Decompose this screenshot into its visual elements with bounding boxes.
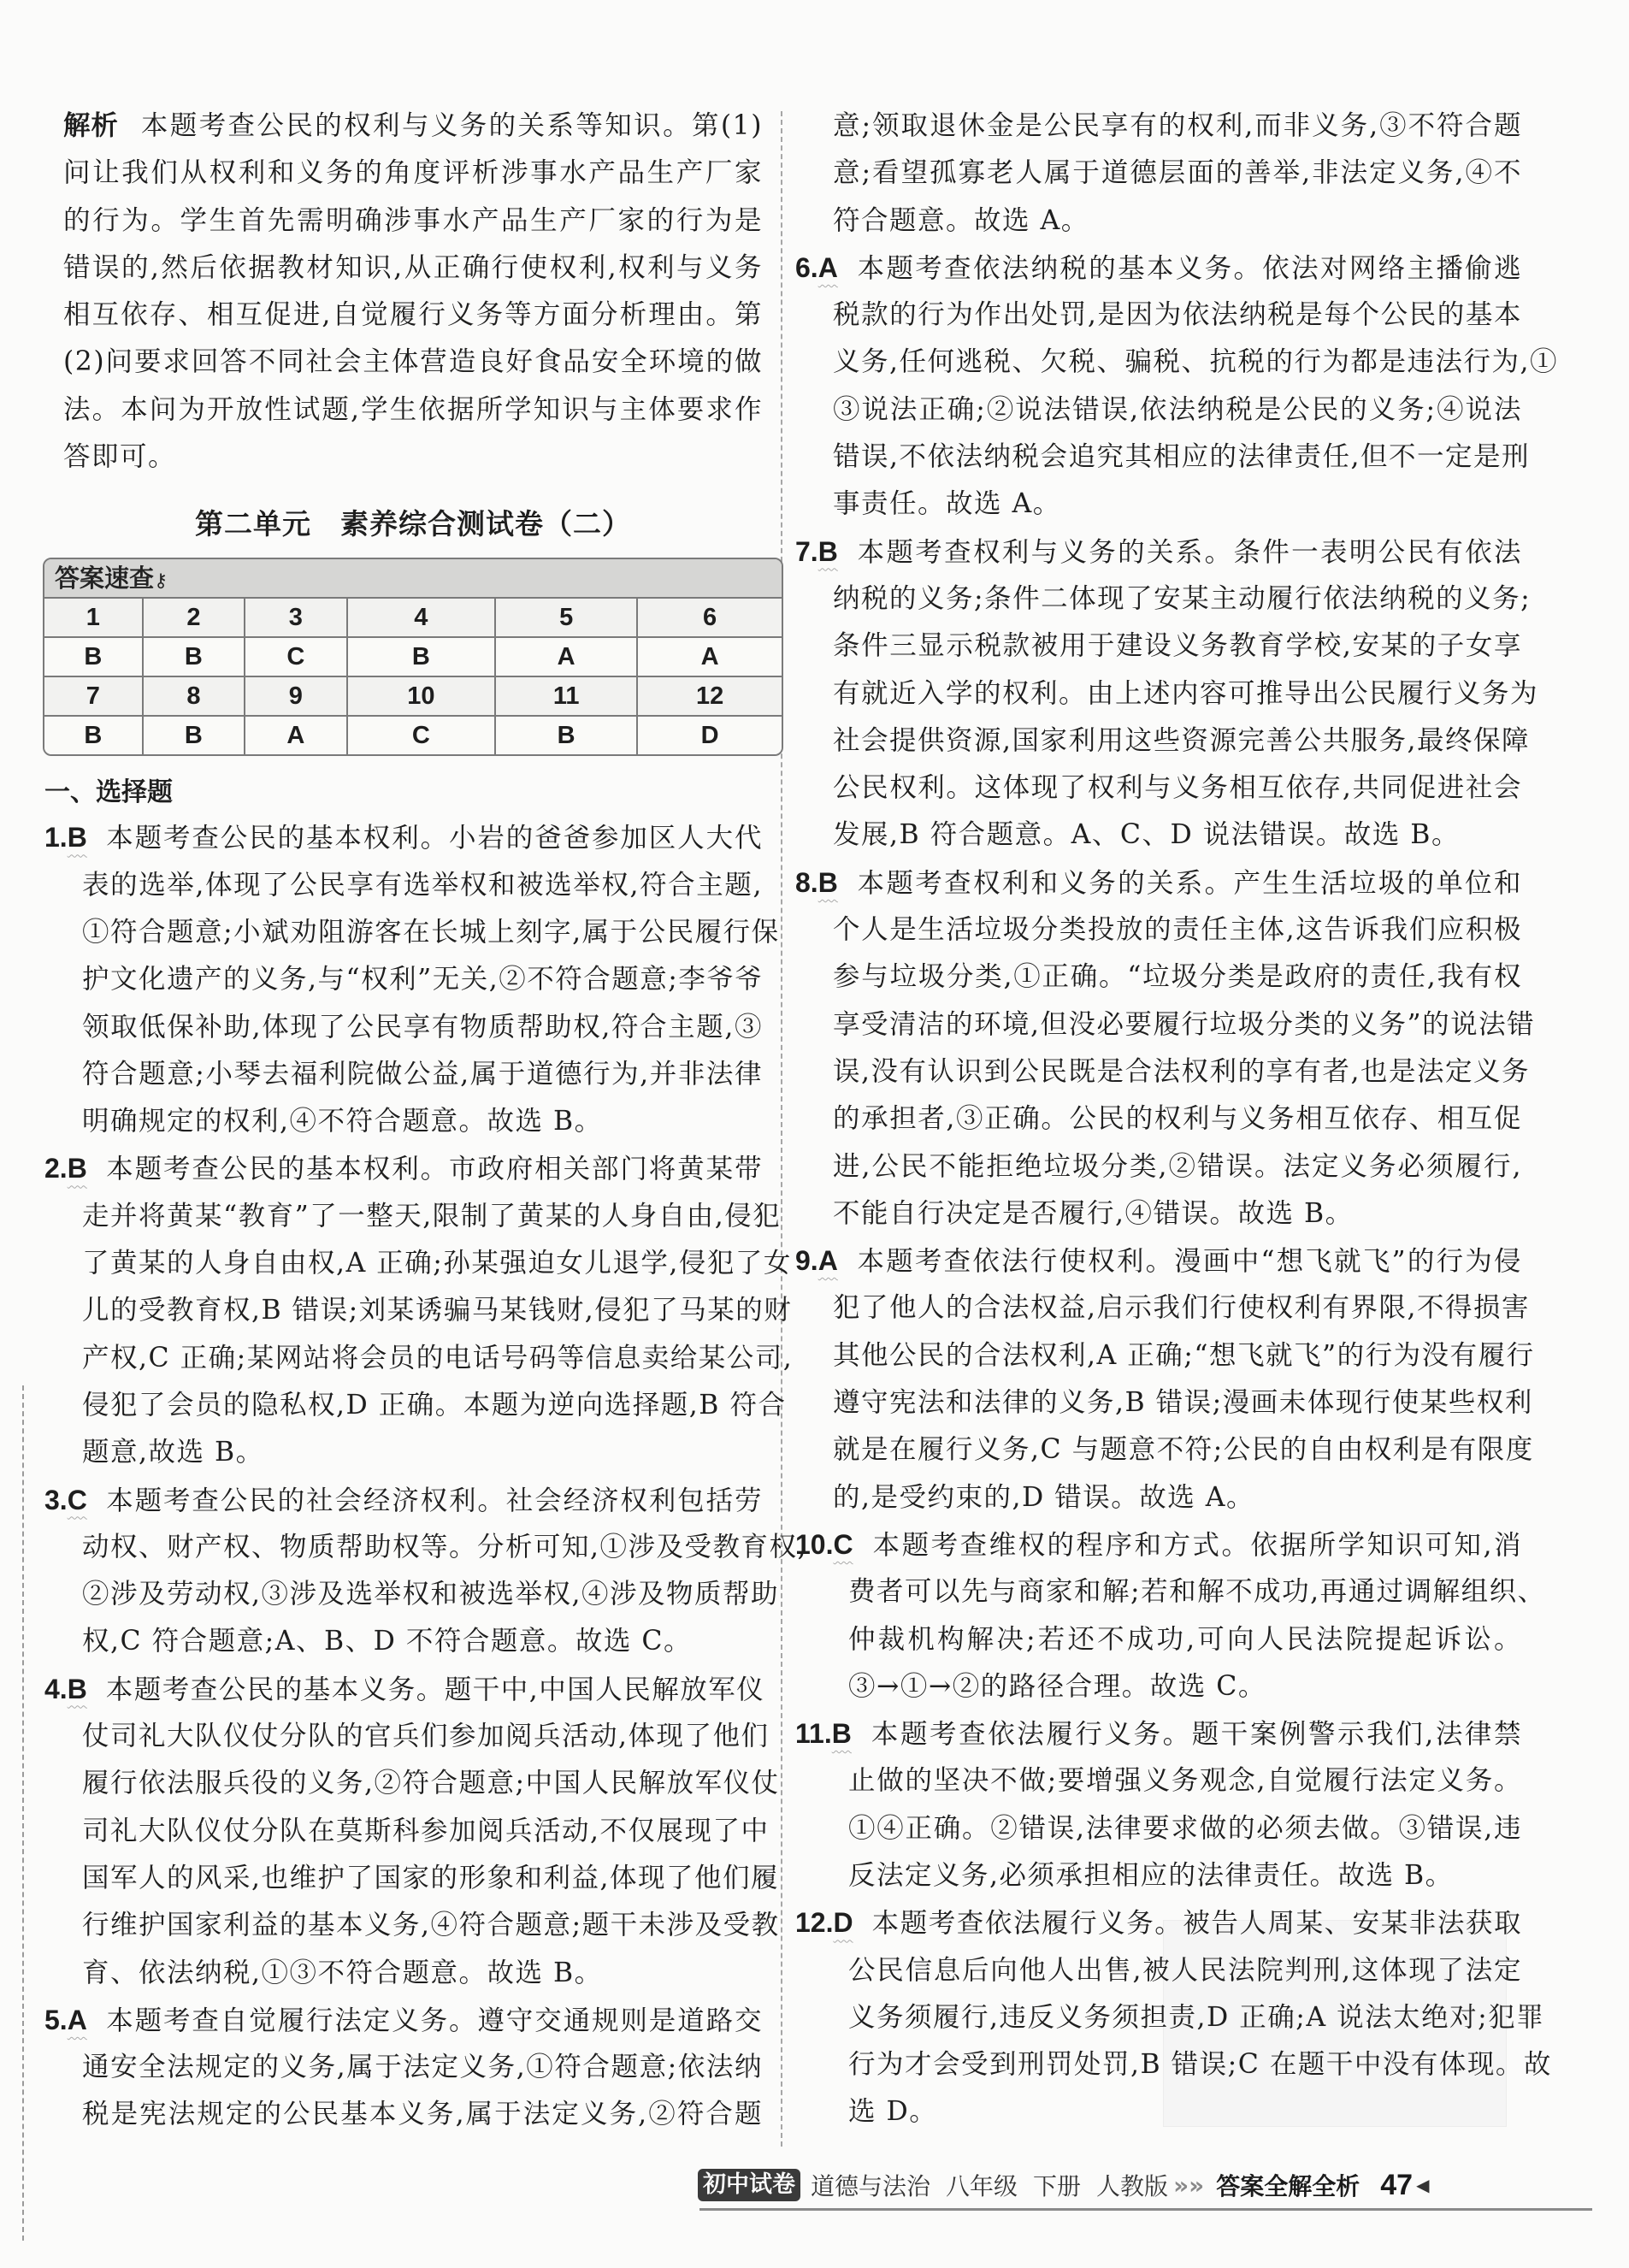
footer-volume: 下册 [1033, 2172, 1082, 2200]
intro-analysis: 解析 本题考查公民的权利与义务的关系等知识。第(1) 问让我们从权利和义务的角度评析涉事水产品生产厂家 的行为。学生首先需明确涉事水产品生产厂家的行为是 错误的,然后依据教材知识,从正确行使权利,权利与义务 相互依存、相互促进,自觉履行义务等方面分析理由。第 (2)问要求回答不同社会主体营造良好食品安全环境的做 法。本问为开放性试题,学生依据所学知识与主体要求作 答即可。 [63, 110, 763, 473]
question-12-explanation: 12.D 本题考查依法履行义务。被告人周某、安某非法获取 公民信息后向他人出售,被人民法院判刑,这体现了法定 义务须履行,违反义务须担责,D 正确;A 说法太绝对;犯罪 行为才会受到刑罚处罚,B 错误;C 在题干中没有体现。故 选 D。 [795, 1907, 1552, 2128]
question-9-explanation: 9.A 本题考查依法行使权利。漫画中“想飞就飞”的行为侵 犯了他人的合法权益,启示我们行使权利有界限,不得损害 其他公民的合法权利,A 正确;“想飞就飞”的行为没有履行 遵守宪法和法律的义务,B 错误;漫画未体现行使某些权利 就是在履行义务,C 与题意不符;公民的自由权利是有限度 的,是受约束的,D 错误。故选 A。 [795, 1245, 1535, 1513]
question-8-explanation: 8.B 本题考查权利和义务的关系。产生生活垃圾的单位和 个人是生活垃圾分类投放的责任主体,这告诉我们应积极 参与垃圾分类,①正确。“垃圾分类是政府的责任,我有权 享受清洁的环境,但没必要履行垃圾分类的义务”的说法错 误,没有认识到公民既是合法权利的享有者,也是法定义务 的承担者,③正确。公民的权利与义务相互依存、相互促 进,公民不能拒绝垃圾分类,②错误。法定义务必须履行, 不能自行决定是否履行,④错误。故选 B。 [795, 866, 1536, 1229]
subhead-multiple-choice: 一、选择题 [44, 777, 173, 808]
question-number: 6.A [795, 251, 838, 283]
footer-rule [699, 2208, 1592, 2211]
page-footer [698, 2166, 1429, 2204]
table-row: B B A C B D [44, 716, 782, 754]
series-badge: 初中试卷 [698, 2169, 800, 2201]
key-icon: ⚷ [154, 570, 168, 593]
triangle-left-icon: ◀ [1416, 2175, 1430, 2195]
table-row: B B C B A A [44, 637, 782, 676]
question-number: 11.B [795, 1718, 852, 1750]
footer-title: 答案全解全析 [1216, 2172, 1360, 2200]
table-row: 1 2 3 4 5 6 [44, 599, 782, 637]
question-3-explanation: 3.C 本题考查公民的社会经济权利。社会经济权利包括劳 动权、财产权、物质帮助权等。分析可知,①涉及受教育权, ②涉及劳动权,③涉及选举权和被选举权,④涉及物质帮助 权,C 符合题意;A、B、D 不符合题意。故选 C。 [44, 1484, 808, 1657]
column-divider [781, 111, 782, 2147]
question-6-explanation: 6.A 本题考查依法纳税的基本义务。依法对网络主播偷逃 税款的行为作出处罚,是因为依法纳税是每个公民的基本 义务,任何逃税、欠税、骗税、抗税的行为都是违法行为,① ③说法正确;②说法错误,依法纳税是公民的义务;④说法 错误,不依法纳税会追究其相应的法律责任,但不一定是刑 事责任。故选 A。 [795, 251, 1559, 520]
footer-grade: 八年级 [946, 2172, 1018, 2200]
answer-table-header: 答案速查⚷ [44, 559, 782, 599]
question-number: 5.A [44, 2004, 87, 2035]
question-2-explanation: 2.B 本题考查公民的基本权利。市政府相关部门将黄某带 走并将黄某“教育”了一整天,限制了黄某的人身自由,侵犯 了黄某的人身自由权,A 正确;孙某强迫女儿退学,侵犯了女 儿的受教育权,B 错误;刘某诱骗马某钱财,侵犯了马某的财 产权,C 正确;某网站将会员的电话号码等信息卖给某公司, 侵犯了会员的隐私权,D 正确。本题为逆向选择题,B 符合 题意,故选 B。 [44, 1153, 794, 1468]
question-number: 12.D [795, 1907, 853, 1939]
question-number: 3.C [44, 1484, 87, 1515]
analysis-label: 解析 [63, 110, 119, 141]
page-number: 47 [1380, 2168, 1414, 2201]
margin-dashed-line [22, 1385, 24, 2241]
question-number: 9.A [795, 1245, 838, 1277]
section-title: 第二单元 素养综合测试卷（二） [195, 507, 631, 541]
left-column [44, 103, 808, 2139]
footer-edition: 人教版 [1096, 2172, 1169, 2200]
double-chevron-icon: »» [1173, 2171, 1205, 2200]
question-7-explanation: 7.B 本题考查权利与义务的关系。条件一表明公民有依法 纳税的义务;条件二体现了安某主动履行依法纳税的义务; 条件三显示税款被用于建设义务教育学校,安某的子女享 有就近入学的权利。由上述内容可推导出公民履行义务为 社会提供资源,国家利用这些资源完善公共服务,最终保障 公民权利。这体现了权利与义务相互依存,共同促进社会 发展,B 符合题意。A、C、D 说法错误。故选 B。 [795, 535, 1539, 851]
footer-subject: 道德与法治 [811, 2172, 931, 2200]
right-column [795, 103, 1559, 2136]
question-number: 7.B [795, 535, 838, 567]
question-number: 10.C [795, 1528, 853, 1560]
question-number: 8.B [795, 866, 838, 898]
question-number: 2.B [44, 1153, 87, 1184]
question-4-explanation: 4.B 本题考查公民的基本义务。题干中,中国人民解放军仪 仗司礼大队仪仗分队的官兵们参加阅兵活动,体现了他们 履行依法服兵役的义务,②符合题意;中国人民解放军仪仗 司礼大队仪仗分队在莫斯科参加阅兵活动,不仅展现了中 国军人的风采,也维护了国家的形象和利益,体现了他们履 行维护国家利益的基本义务,④符合题意;题干未涉及受教 育、依法纳税,①③不符合题意。故选 B。 [44, 1673, 780, 1988]
question-10-explanation: 10.C 本题考查维权的程序和方式。依据所学知识可知,消 费者可以先与商家和解;若和解不成功,再通过调解组织、 仲裁机构解决;若还不成功,可向人民法院提起诉讼。 ③→①→②的路径合理。故选 C。 [795, 1528, 1546, 1702]
table-row: 7 8 9 10 11 12 [44, 676, 782, 716]
question-5-explanation-continued: 意;领取退休金是公民享有的权利,而非义务,③不符合题 意;看望孤寡老人属于道德层面的善举,非法定义务,④不 符合题意。故选 A。 [833, 110, 1522, 236]
question-11-explanation: 11.B 本题考查依法履行义务。题干案例警示我们,法律禁 止做的坚决不做;要增强义务观念,自觉履行法定义务。 ①④正确。②错误,法律要求做的必须去做。③错误,违 反法定义务,必须承担相应的法律责任。故选 B。 [795, 1718, 1522, 1891]
question-1-explanation: 1.B 本题考查公民的基本权利。小岩的爸爸参加区人大代 表的选举,体现了公民享有选举权和被选举权,符合主题, ①符合题意;小斌劝阻游客在长城上刻字,属于公民履行保 护文化遗产的义务,与“权利”无关,②不符合题意;李爷爷 领取低保补助,体现了公民享有物质帮助权,符合主题,③ 符合题意;小琴去福利院做公益,属于道德行为,并非法律 明确规定的权利,④不符合题意。故选 B。 [44, 822, 780, 1137]
question-number: 4.B [44, 1673, 87, 1704]
answer-quick-check-table [43, 558, 783, 756]
question-5-explanation: 5.A 本题考查自觉履行法定义务。遵守交通规则是道路交 通安全法规定的义务,属于法定义务,①符合题意;依法纳 税是宪法规定的公民基本义务,属于法定义务,②符合题 [44, 2004, 763, 2130]
question-number: 1.B [44, 822, 87, 853]
